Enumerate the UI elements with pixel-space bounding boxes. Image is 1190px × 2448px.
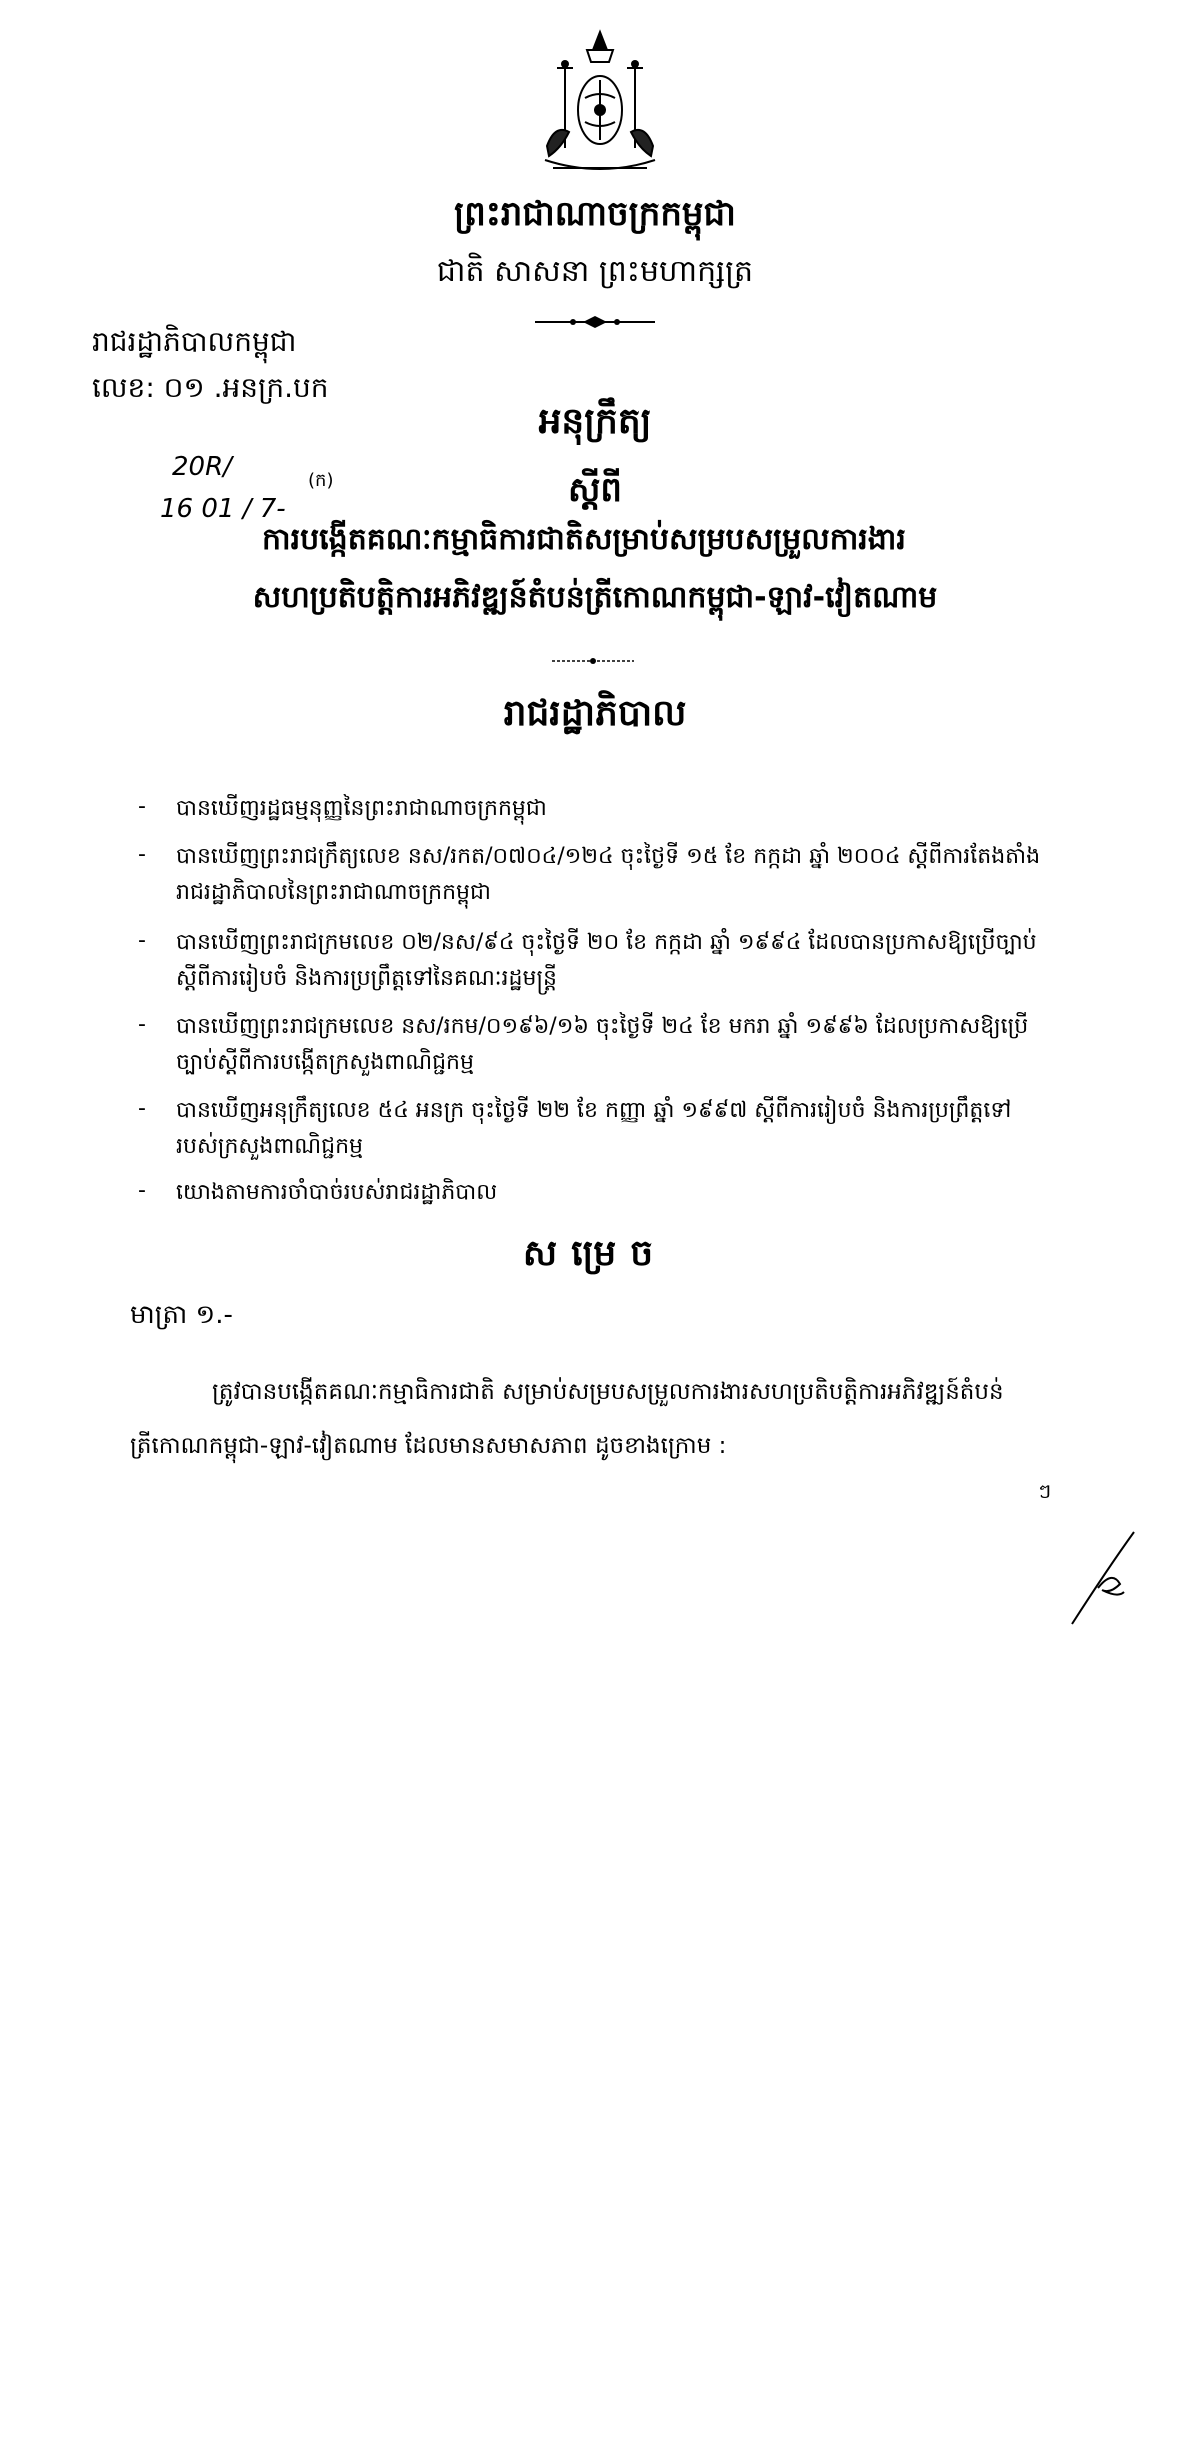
- list-bullet: -: [138, 794, 146, 819]
- document-type: អនុក្រឹត្យ: [538, 401, 652, 442]
- article-body-line-1: ត្រូវបានបង្កើតគណៈកម្មាធិការជាតិ សម្រាប់សម្របសម្រួលការងារសហប្រតិបត្តិការអភិវឌ្ឍន៍តំបន់: [212, 1379, 1004, 1405]
- preamble-item-continuation: ស្តីពីការរៀបចំ និងការប្រព្រឹត្តទៅនៃគណៈរដ្ឋមន្ត្រី: [176, 966, 557, 991]
- ornamental-divider: [535, 316, 655, 328]
- preamble-item: បានឃើញព្រះរាជក្រឹត្យលេខ នស/រកត/០៧០៤/១២៤ ចុះថ្ងៃទី ១៥ ខែ កក្កដា ឆ្នាំ ២០០៤ ស្តីពីការតែងតាំង: [176, 844, 1041, 869]
- list-bullet: -: [138, 928, 146, 953]
- kingdom-heading: ព្រះរាជាណាចក្រកម្ពុជា: [454, 194, 736, 234]
- issuing-government: រាជរដ្ឋាភិបាលកម្ពុជា: [92, 325, 297, 358]
- article-body-line-2: ត្រីកោណកម្ពុជា-ឡាវ-វៀតណាម ដែលមានសមាសភាព ដូចខាងក្រោម :: [130, 1433, 727, 1459]
- margin-mark: ៗ: [1038, 1479, 1052, 1503]
- list-bullet: -: [138, 842, 146, 867]
- title-line-1: ការបង្កើតគណៈកម្មាធិការជាតិសម្រាប់សម្របសម្រួលការងារ: [262, 522, 906, 557]
- handwritten-note: 20R/: [172, 452, 232, 482]
- preamble-item: បានឃើញព្រះរាជក្រមលេខ ០២/នស/៩៤ ចុះថ្ងៃទី ២០ ខែ កក្កដា ឆ្នាំ ១៩៩៤ ដែលបានប្រកាសឱ្យប្រើច្បាប់: [176, 930, 1037, 955]
- list-bullet: -: [138, 1096, 146, 1121]
- list-bullet: -: [138, 1012, 146, 1037]
- on-label: ស្តីពី: [568, 470, 622, 510]
- royal-coat-of-arms-emblem: [535, 28, 665, 178]
- preamble-item-continuation: ច្បាប់ស្តីពីការបង្កើតក្រសួងពាណិជ្ជកម្ម: [176, 1050, 474, 1075]
- preamble-item: បានឃើញរដ្ឋធម្មនុញ្ញនៃព្រះរាជាណាចក្រកម្ពុជា: [176, 796, 547, 821]
- preamble-item-continuation: រាជរដ្ឋាភិបាលនៃព្រះរាជាណាចក្រកម្ពុជា: [176, 880, 491, 905]
- preamble-item-continuation: របស់ក្រសួងពាណិជ្ជកម្ម: [176, 1134, 364, 1159]
- initials-signature: [1068, 1528, 1138, 1628]
- handwritten-date: 16 01 / 7-: [160, 494, 286, 524]
- article-label: មាត្រា ១.-: [130, 1300, 233, 1330]
- issuer-heading: រាជរដ្ឋាភិបាល: [503, 693, 687, 734]
- decision-heading: សម្រេច: [522, 1233, 668, 1274]
- handwritten-mark: (ក): [308, 470, 334, 491]
- reference-number: លេខ: ០១ .អនក្រ.បក: [92, 371, 329, 404]
- preamble-item: បានឃើញអនុក្រឹត្យលេខ ៥៤ អនក្រ ចុះថ្ងៃទី ២២ ខែ កញ្ញា ឆ្នាំ ១៩៩៧ ស្តីពីការរៀបចំ និងការប្រព្រឹត្តទៅ: [176, 1098, 1012, 1123]
- list-bullet: -: [138, 1178, 146, 1203]
- national-motto: ជាតិ សាសនា ព្រះមហាក្សត្រ: [436, 254, 754, 289]
- preamble-item: បានឃើញព្រះរាជក្រមលេខ នស/រកម/០១៩៦/១៦ ចុះថ្ងៃទី ២៤ ខែ មករា ឆ្នាំ ១៩៩៦ ដែលប្រកាសឱ្យប្រើ: [176, 1014, 1029, 1039]
- preamble-item: យោងតាមការចាំបាច់របស់រាជរដ្ឋាភិបាល: [176, 1180, 498, 1205]
- small-divider: [552, 656, 634, 666]
- title-line-2: សហប្រតិបត្តិការអភិវឌ្ឍន៍តំបន់ត្រីកោណកម្ពុជា-ឡាវ-វៀតណាម: [252, 580, 938, 615]
